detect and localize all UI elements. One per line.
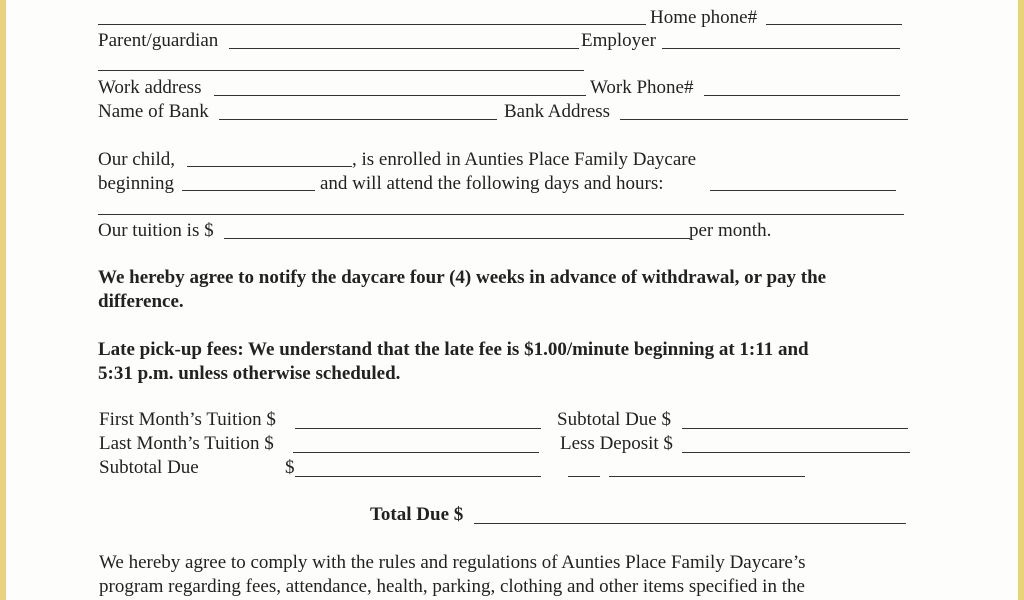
employer-field[interactable]	[662, 48, 900, 49]
document-page	[6, 0, 1018, 600]
bank-address-field[interactable]	[620, 119, 908, 120]
blank-line-address[interactable]	[98, 70, 584, 71]
work-phone-label: Work Phone#	[590, 77, 694, 98]
tuition-amount-field[interactable]	[224, 238, 690, 239]
bank-name-field[interactable]	[219, 119, 497, 120]
withdrawal-notice-line1: We hereby agree to notify the daycare four (4) weeks in advance of withdrawal, or pay the	[98, 267, 827, 288]
beginning-label: beginning	[98, 173, 174, 194]
parent-guardian-label: Parent/guardian	[98, 30, 219, 51]
days-hours-continued-field[interactable]	[98, 214, 904, 215]
last-month-tuition-label: Last Month’s Tuition $	[99, 433, 274, 454]
less-deposit-label: Less Deposit $	[560, 433, 673, 454]
work-phone-field[interactable]	[704, 95, 900, 96]
tuition-label: Our tuition is $	[98, 220, 214, 241]
work-address-label: Work address	[98, 77, 202, 98]
agreement-line2: program regarding fees, attendance, health, parking, clothing and other items specified in the	[99, 576, 805, 597]
late-fee-line2: 5:31 p.m. unless otherwise scheduled.	[98, 363, 401, 384]
last-month-tuition-field[interactable]	[293, 452, 539, 453]
extra-short-field[interactable]	[568, 476, 600, 477]
blank-line-top[interactable]	[98, 24, 646, 25]
subtotal-due-left-field[interactable]	[295, 476, 541, 477]
subtotal-due-left-dollar: $	[285, 457, 295, 478]
home-phone-label: Home phone#	[650, 7, 758, 28]
total-due-label: Total Due $	[370, 504, 464, 525]
home-phone-field[interactable]	[766, 24, 902, 25]
enrolled-text: , is enrolled in Aunties Place Family Daycare	[352, 149, 697, 170]
subtotal-due-right-label: Subtotal Due $	[557, 409, 671, 430]
beginning-date-field[interactable]	[182, 190, 315, 191]
days-hours-field[interactable]	[710, 190, 896, 191]
first-month-tuition-label: First Month’s Tuition $	[99, 409, 276, 430]
bank-name-label: Name of Bank	[98, 101, 209, 122]
agreement-line1: We hereby agree to comply with the rules and regulations of Aunties Place Family Daycare’s	[99, 552, 806, 573]
parent-guardian-field[interactable]	[229, 48, 579, 49]
employer-label: Employer	[581, 30, 656, 51]
bank-address-label: Bank Address	[504, 101, 611, 122]
our-child-label: Our child,	[98, 149, 176, 170]
child-name-field[interactable]	[187, 166, 352, 167]
subtotal-due-right-field[interactable]	[682, 428, 908, 429]
attend-text: and will attend the following days and hours:	[320, 173, 664, 194]
less-deposit-field[interactable]	[682, 452, 910, 453]
extra-long-field[interactable]	[609, 476, 805, 477]
per-month-text: per month.	[689, 220, 772, 241]
withdrawal-notice-line2: difference.	[98, 291, 184, 312]
late-fee-line1: Late pick-up fees: We understand that the late fee is $1.00/minute beginning at 1:11 and	[98, 339, 809, 360]
work-address-field[interactable]	[214, 95, 586, 96]
total-due-field[interactable]	[474, 523, 906, 524]
first-month-tuition-field[interactable]	[295, 428, 541, 429]
subtotal-due-left-label: Subtotal Due	[99, 457, 199, 478]
